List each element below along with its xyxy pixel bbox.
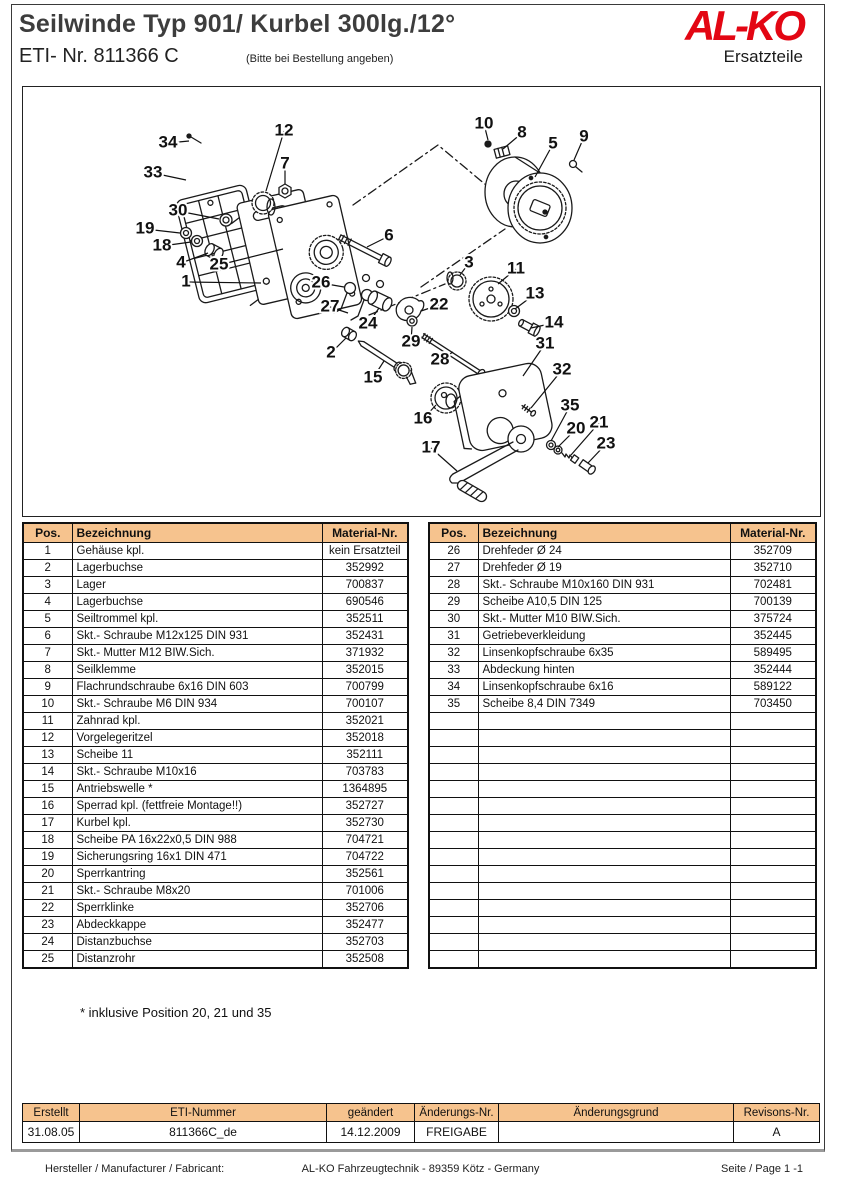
part-name: Gehäuse kpl. [72, 543, 322, 560]
part-material: 352477 [322, 917, 408, 934]
part-screw-34 [187, 134, 201, 143]
callout-number-19: 19 [135, 218, 155, 238]
parts-table-empty-row [429, 832, 816, 849]
rev-header-aenderungs-nr: Änderungs-Nr. [415, 1104, 499, 1122]
part-pos: 32 [429, 645, 478, 662]
part-name: Sperrkantring [72, 866, 322, 883]
part-material: 352561 [322, 866, 408, 883]
parts-table-right [428, 522, 817, 969]
callout-number-8: 8 [517, 122, 527, 142]
parts-table-empty-row [429, 815, 816, 832]
empty-cell [429, 866, 478, 883]
parts-table-row [23, 849, 408, 866]
callout-number-2: 2 [326, 342, 336, 362]
part-rope-clamp-8 [494, 146, 510, 158]
empty-cell [730, 866, 816, 883]
empty-cell [730, 713, 816, 730]
parts-table-row [23, 764, 408, 781]
parts-table-empty-row [429, 764, 816, 781]
rev-value-eti-nummer: 811366C_de [80, 1122, 327, 1143]
parts-table-row [23, 781, 408, 798]
alko-wordmark: AL-KO [685, 2, 803, 49]
revision-header-row [23, 1104, 820, 1122]
part-pos: 4 [23, 594, 72, 611]
parts-table-header-row [23, 523, 408, 543]
part-pos: 31 [429, 628, 478, 645]
callout-number-25: 25 [209, 254, 229, 274]
empty-cell [478, 917, 730, 934]
logo-subtitle: Ersatzteile [723, 46, 803, 66]
part-name: Lager [72, 577, 322, 594]
part-pos: 18 [23, 832, 72, 849]
part-material: 352727 [322, 798, 408, 815]
empty-cell [478, 934, 730, 951]
parts-table-empty-row [429, 713, 816, 730]
part-material: 352431 [322, 628, 408, 645]
part-bushing-2 [340, 326, 358, 342]
parts-table-row [23, 832, 408, 849]
empty-cell [478, 951, 730, 969]
part-gear-cover-31 [450, 361, 555, 454]
callout-number-17: 17 [421, 437, 441, 457]
empty-cell [730, 951, 816, 969]
empty-cell [429, 934, 478, 951]
parts-table-row [23, 577, 408, 594]
empty-cell [478, 798, 730, 815]
part-screw-21 [562, 453, 579, 463]
part-name: Distanzbuchse [72, 934, 322, 951]
rev-value-revisions-nr: A [734, 1122, 820, 1143]
part-name: Scheibe A10,5 DIN 125 [478, 594, 730, 611]
rev-header-aenderungsgrund: Änderungsgrund [499, 1104, 734, 1122]
part-material: 704722 [322, 849, 408, 866]
part-name: Drehfeder Ø 19 [478, 560, 730, 577]
part-screw-10 [485, 141, 491, 147]
part-pos: 30 [429, 611, 478, 628]
parts-table-row [23, 866, 408, 883]
eti-number: ETI- Nr. 811366 C [19, 45, 179, 67]
parts-table-row [23, 934, 408, 951]
parts-table-row [23, 543, 408, 560]
part-pos: 5 [23, 611, 72, 628]
col-header-pos: Pos. [429, 523, 478, 543]
part-name: Distanzrohr [72, 951, 322, 969]
empty-cell [478, 883, 730, 900]
part-pos: 2 [23, 560, 72, 577]
part-pos: 6 [23, 628, 72, 645]
parts-table-row [23, 798, 408, 815]
part-nut-30 [220, 214, 232, 226]
parts-table-row [23, 679, 408, 696]
parts-table-empty-row [429, 781, 816, 798]
part-name: Skt.- Schraube M8x20 [72, 883, 322, 900]
part-washer-19 [181, 228, 192, 239]
callout-number-21: 21 [589, 412, 609, 432]
part-pos: 15 [23, 781, 72, 798]
part-pos: 25 [23, 951, 72, 969]
part-material: 700107 [322, 696, 408, 713]
part-name: Kurbel kpl. [72, 815, 322, 832]
part-name: Scheibe PA 16x22x0,5 DIN 988 [72, 832, 322, 849]
callout-number-27: 27 [320, 296, 340, 316]
empty-cell [429, 747, 478, 764]
callout-number-35: 35 [560, 395, 580, 415]
part-material: 703450 [730, 696, 816, 713]
part-pos: 14 [23, 764, 72, 781]
part-material: 352710 [730, 560, 816, 577]
callout-number-22: 22 [429, 294, 449, 314]
parts-table-empty-row [429, 866, 816, 883]
part-material: 352445 [730, 628, 816, 645]
callout-number-1: 1 [181, 271, 191, 291]
part-pos: 23 [23, 917, 72, 934]
part-name: Drehfeder Ø 24 [478, 543, 730, 560]
parts-table-row [23, 560, 408, 577]
rev-header-eti-nummer: ETI-Nummer [80, 1104, 327, 1122]
part-name: Skt.- Mutter M12 BIW.Sich. [72, 645, 322, 662]
part-material: 375724 [730, 611, 816, 628]
parts-table-header-row [429, 523, 816, 543]
part-material: 701006 [322, 883, 408, 900]
part-material: 700837 [322, 577, 408, 594]
part-rope-drum [485, 157, 572, 243]
part-name: Scheibe 11 [72, 747, 322, 764]
empty-cell [478, 747, 730, 764]
part-pos: 21 [23, 883, 72, 900]
empty-cell [478, 713, 730, 730]
part-name: Vorgelegeritzel [72, 730, 322, 747]
parts-table-empty-row [429, 934, 816, 951]
callout-number-29: 29 [401, 331, 421, 351]
empty-cell [429, 713, 478, 730]
callout-number-6: 6 [384, 225, 394, 245]
part-ring-20 [554, 446, 562, 454]
part-name: Sperrad kpl. (fettfreie Montage!!) [72, 798, 322, 815]
axis-line [353, 145, 486, 205]
part-washer-18 [192, 236, 203, 247]
footnote: * inklusive Position 20, 21 und 35 [80, 1005, 272, 1020]
part-pos: 28 [429, 577, 478, 594]
revision-table [22, 1103, 820, 1143]
part-name: Sicherungsring 16x1 DIN 471 [72, 849, 322, 866]
empty-cell [478, 781, 730, 798]
parts-table-row [23, 628, 408, 645]
parts-table-empty-row [429, 747, 816, 764]
callout-number-14: 14 [544, 312, 564, 332]
part-pos: 10 [23, 696, 72, 713]
empty-cell [478, 832, 730, 849]
empty-cell [730, 764, 816, 781]
footer-label: Hersteller / Manufacturer / Fabricant: [45, 1163, 225, 1175]
callout-number-24: 24 [358, 313, 378, 333]
part-name: Getriebeverkleidung [478, 628, 730, 645]
part-pos: 29 [429, 594, 478, 611]
part-name: Skt.- Schraube M10x160 DIN 931 [478, 577, 730, 594]
part-name: Skt.- Schraube M6 DIN 934 [72, 696, 322, 713]
callout-number-33: 33 [143, 162, 163, 182]
callout-number-13: 13 [525, 283, 545, 303]
part-gear-wheel-11 [469, 277, 513, 321]
part-pos: 20 [23, 866, 72, 883]
part-material: 352730 [322, 815, 408, 832]
empty-cell [730, 815, 816, 832]
part-name: Skt.- Mutter M10 BIW.Sich. [478, 611, 730, 628]
parts-table-row [429, 662, 816, 679]
part-name: Flachrundschraube 6x16 DIN 603 [72, 679, 322, 696]
part-material: 352018 [322, 730, 408, 747]
parts-table-row [23, 662, 408, 679]
part-material: 703783 [322, 764, 408, 781]
part-name: Scheibe 8,4 DIN 7349 [478, 696, 730, 713]
part-washer-29 [407, 316, 417, 326]
part-pos: 13 [23, 747, 72, 764]
empty-cell [478, 849, 730, 866]
callout-number-32: 32 [552, 359, 572, 379]
rev-value-geaendert: 14.12.2009 [327, 1122, 415, 1143]
parts-table-empty-row [429, 900, 816, 917]
part-material: 704721 [322, 832, 408, 849]
part-material: 589495 [730, 645, 816, 662]
empty-cell [429, 917, 478, 934]
part-pos: 7 [23, 645, 72, 662]
part-material: 702481 [730, 577, 816, 594]
exploded-diagram [23, 87, 820, 516]
col-header-material: Material-Nr. [730, 523, 816, 543]
empty-cell [730, 747, 816, 764]
part-material: 352709 [730, 543, 816, 560]
parts-table-empty-row [429, 730, 816, 747]
part-ratchet-wheel-16 [431, 383, 461, 413]
empty-cell [429, 798, 478, 815]
empty-cell [730, 832, 816, 849]
empty-cell [730, 900, 816, 917]
part-material: 352706 [322, 900, 408, 917]
parts-table-row [23, 900, 408, 917]
empty-cell [478, 764, 730, 781]
part-pos: 12 [23, 730, 72, 747]
part-bushing-24 [366, 290, 394, 313]
parts-table-empty-row [429, 951, 816, 969]
empty-cell [730, 798, 816, 815]
part-pos: 33 [429, 662, 478, 679]
part-name: Abdeckung hinten [478, 662, 730, 679]
callout-number-11: 11 [507, 258, 525, 278]
part-material: 352511 [322, 611, 408, 628]
empty-cell [478, 866, 730, 883]
parts-table-row [23, 730, 408, 747]
parts-table-row [23, 696, 408, 713]
callout-number-7: 7 [280, 153, 290, 173]
empty-cell [478, 900, 730, 917]
part-pos: 1 [23, 543, 72, 560]
part-name: Linsenkopfschraube 6x16 [478, 679, 730, 696]
part-name: Antriebswelle * [72, 781, 322, 798]
callout-number-18: 18 [152, 235, 172, 255]
part-material: 352992 [322, 560, 408, 577]
part-name: Lagerbuchse [72, 594, 322, 611]
part-material: 352508 [322, 951, 408, 969]
part-pos: 11 [23, 713, 72, 730]
part-material: 589122 [730, 679, 816, 696]
empty-cell [429, 730, 478, 747]
empty-cell [429, 781, 478, 798]
col-header-material: Material-Nr. [322, 523, 408, 543]
part-nut-7 [279, 184, 291, 198]
parts-table-row [23, 917, 408, 934]
parts-table-left [22, 522, 409, 969]
part-material: 690546 [322, 594, 408, 611]
page-title: Seilwinde Typ 901/ Kurbel 300lg./12° [19, 10, 456, 38]
parts-table-empty-row [429, 849, 816, 866]
part-screw-9 [570, 161, 583, 173]
part-material: 352015 [322, 662, 408, 679]
footer-manufacturer: AL-KO Fahrzeugtechnik - 89359 Kötz - Germany [301, 1163, 540, 1175]
part-name: Seilklemme [72, 662, 322, 679]
empty-cell [429, 832, 478, 849]
part-pos: 17 [23, 815, 72, 832]
part-pinion-3 [447, 272, 466, 290]
empty-cell [730, 917, 816, 934]
parts-table-row [429, 560, 816, 577]
part-name: Abdeckkappe [72, 917, 322, 934]
rev-header-geaendert: geändert [327, 1104, 415, 1122]
callout-number-23: 23 [596, 433, 616, 453]
col-header-bezeichnung: Bezeichnung [72, 523, 322, 543]
part-pos: 35 [429, 696, 478, 713]
empty-cell [478, 730, 730, 747]
parts-table-row [23, 713, 408, 730]
empty-cell [478, 815, 730, 832]
part-material: 352444 [730, 662, 816, 679]
part-pos: 24 [23, 934, 72, 951]
part-material: 371932 [322, 645, 408, 662]
parts-table-row [23, 747, 408, 764]
part-name: Sperrklinke [72, 900, 322, 917]
empty-cell [429, 900, 478, 917]
part-pos: 8 [23, 662, 72, 679]
part-name: Skt.- Schraube M10x16 [72, 764, 322, 781]
alko-logo [685, 2, 803, 67]
parts-table-row [23, 611, 408, 628]
part-material: 352021 [322, 713, 408, 730]
order-note: (Bitte bei Bestellung angeben) [246, 53, 394, 65]
parts-table-row [429, 645, 816, 662]
part-pos: 19 [23, 849, 72, 866]
callout-number-20: 20 [566, 418, 586, 438]
part-pos: 34 [429, 679, 478, 696]
part-pos: 26 [429, 543, 478, 560]
empty-cell [730, 730, 816, 747]
callout-number-15: 15 [363, 367, 383, 387]
parts-table-empty-row [429, 917, 816, 934]
rev-value-aenderungs-nr: FREIGABE [415, 1122, 499, 1143]
part-name: Linsenkopfschraube 6x35 [478, 645, 730, 662]
part-pos: 3 [23, 577, 72, 594]
part-pos: 9 [23, 679, 72, 696]
footer-page-number: Seite / Page 1 -1 [721, 1163, 803, 1175]
revision-value-row [23, 1122, 820, 1143]
part-name: Skt.- Schraube M12x125 DIN 931 [72, 628, 322, 645]
parts-table-row [429, 594, 816, 611]
parts-table-row [23, 951, 408, 969]
callout-number-3: 3 [464, 252, 474, 272]
part-pos: 22 [23, 900, 72, 917]
empty-cell [730, 883, 816, 900]
parts-table-row [23, 815, 408, 832]
parts-table-row [429, 628, 816, 645]
parts-table-row [23, 594, 408, 611]
parts-table-empty-row [429, 798, 816, 815]
part-name: Seiltrommel kpl. [72, 611, 322, 628]
empty-cell [429, 951, 478, 969]
empty-cell [429, 815, 478, 832]
parts-table-row [23, 883, 408, 900]
callout-number-31: 31 [535, 333, 555, 353]
empty-cell [429, 883, 478, 900]
callout-number-12: 12 [274, 120, 294, 140]
parts-table-row [429, 679, 816, 696]
part-material: 700799 [322, 679, 408, 696]
callout-number-16: 16 [413, 408, 433, 428]
part-material: kein Ersatzteil [322, 543, 408, 560]
part-material: 352111 [322, 747, 408, 764]
part-material: 700139 [730, 594, 816, 611]
parts-table-row [23, 645, 408, 662]
parts-table-empty-row [429, 883, 816, 900]
rev-header-erstellt: Erstellt [23, 1104, 80, 1122]
callout-number-10: 10 [474, 113, 494, 133]
callout-number-26: 26 [311, 272, 331, 292]
col-header-pos: Pos. [23, 523, 72, 543]
part-material: 352703 [322, 934, 408, 951]
part-cap-23 [579, 459, 597, 476]
parts-table-row [429, 696, 816, 713]
rev-header-revisions-nr: Revisons-Nr. [734, 1104, 820, 1122]
callout-number-30: 30 [168, 200, 188, 220]
part-name: Lagerbuchse [72, 560, 322, 577]
part-pos: 27 [429, 560, 478, 577]
part-material: 1364895 [322, 781, 408, 798]
rev-value-aenderungsgrund [499, 1122, 734, 1143]
empty-cell [730, 781, 816, 798]
parts-table-row [429, 543, 816, 560]
callout-number-4: 4 [176, 252, 186, 272]
callout-number-28: 28 [430, 349, 450, 369]
col-header-bezeichnung: Bezeichnung [478, 523, 730, 543]
empty-cell [730, 934, 816, 951]
rev-value-erstellt: 31.08.05 [23, 1122, 80, 1143]
empty-cell [429, 764, 478, 781]
callout-number-5: 5 [548, 133, 558, 153]
callout-number-34: 34 [158, 132, 178, 152]
empty-cell [429, 849, 478, 866]
parts-table-row [429, 577, 816, 594]
parts-table-row [429, 611, 816, 628]
empty-cell [730, 849, 816, 866]
callout-number-9: 9 [579, 126, 589, 146]
exploded-diagram-box [22, 86, 821, 517]
part-name: Zahnrad kpl. [72, 713, 322, 730]
part-pos: 16 [23, 798, 72, 815]
